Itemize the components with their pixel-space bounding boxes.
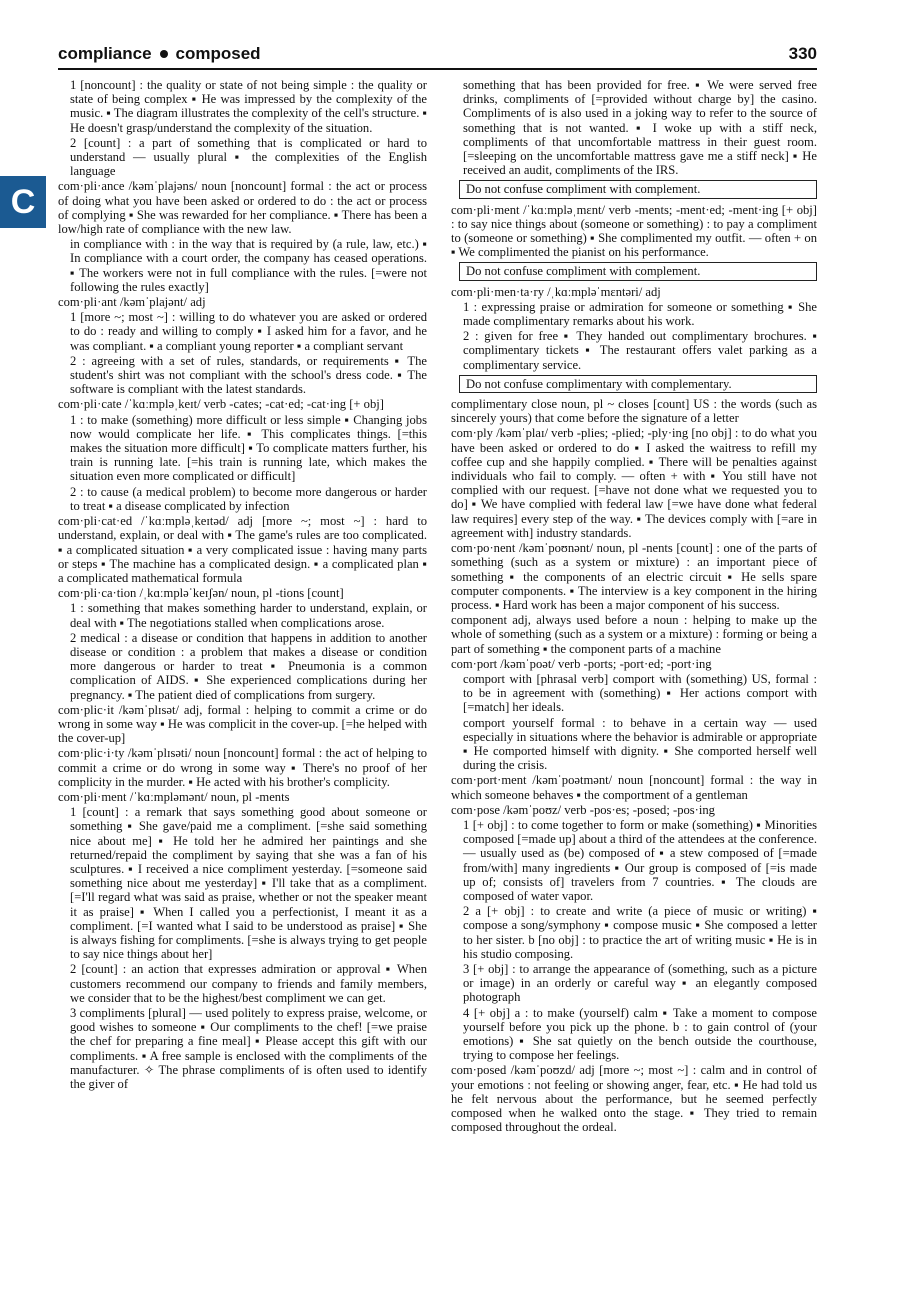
thumb-index-tab: C (0, 176, 46, 228)
page-number: 330 (788, 44, 817, 63)
guide-word-first: compliance (58, 44, 152, 63)
usage-note-box: Do not confuse complimentary with complementary. (459, 375, 817, 393)
entry-complicity: com·plic·i·ty /kəmˈplɪsəti/ noun [noncount] formal : the act of helping to commit a crime or do wrong in some way ▪ There's no proof of her complicity in the murder. ▪ He acted with his brother's complicity. (58, 746, 427, 789)
entry-complimentary: com·pli·men·ta·ry /ˌkɑːmpləˈmɛntəri/ adj (451, 284, 661, 299)
sense: 4 [+ obj] a : to make (yourself) calm ▪ Take a moment to compose yourself before you pick up the phone. b : to gain control of (your emotions) ▪ She sat quietly on the bench outside the courthouse, trying to compose her feelings. (463, 1005, 817, 1063)
phrase-comport-with: comport with [phrasal verb] comport with (something) US, formal : to be in agreement with (something) ▪ Her actions comport with [=match] her ideals. (463, 671, 817, 715)
entry-complicit: com·plic·it /kəmˈplɪsət/ adj, formal : helping to commit a crime or do wrong in some way ▪ He was complicit in the cover-up. [=he helped with the cover-up] (58, 702, 427, 746)
guide-words (58, 44, 261, 64)
entry-composed: com·posed /kəmˈpoʊzd/ adj [more ~; most ~] : calm and in control of your emotions : not feeling or showing anger, fear, etc. ▪ He had told us he felt nervous about the performance, but he seemed perfectly composed when he walked onto the stage. ▪ They tried to remain composed throughout the ordeal. (451, 1063, 817, 1135)
sense: 3 [+ obj] : to arrange the appearance of (something, such as a picture or image) in an orderly or careful way ▪ an elegantly composed photograph (463, 961, 817, 1005)
entry-comport: com·port /kəmˈpoət/ verb -ports; -port·ed; -port·ing (451, 656, 712, 671)
entry-comportment: com·port·ment /kəmˈpoətmənt/ noun [noncount] formal : the way in which someone behaves ▪ the comportment of a gentleman (451, 773, 817, 802)
usage-note-box: Do not confuse compliment with complement. (459, 262, 817, 280)
bullet-icon (160, 50, 168, 58)
entry-comply: com·ply /kəmˈplaɪ/ verb -plies; -plied; -ply·ing [no obj] : to do what you have been asked or ordered to do ▪ I asked the waitress to refill my coffee cup and she happily complied. ▪ There will be penalties against individuals who fail to comply. — often + with ▪ You still have not complied with our request. [=have not done what we requested you to do] ▪ We have complied with federal law [=we have done what federal law requires] every step of the way. ▪ The devices comply with [=are in agreement with] industry standards. (451, 426, 817, 540)
sense: 1 [more ~; most ~] : willing to do whatever you are asked or ordered to do : ready and willing to comply ▪ I asked him for a favor, and he was compliant. ▪ a compliant young reporter ▪ a compliant servant (70, 310, 427, 353)
guide-word-last: composed (175, 44, 261, 63)
phrase-comport-yourself: comport yourself formal : to behave in a certain way — used especially in situations where the behavior is admirable or appropriate ▪ He comported himself with dignity. ▪ She comported herself well during the crisis. (463, 715, 817, 773)
entry-complicate: com·pli·cate /ˈkɑːmpləˌkeɪt/ verb -cates; -cat·ed; -cat·ing [+ obj] (58, 397, 384, 412)
sense: 1 : something that makes something harder to understand, explain, or deal with ▪ The negotiations stalled when complications arose. (70, 601, 427, 630)
sense: 1 [noncount] : the quality or state of not being simple : the quality or state of being complex ▪ He was impressed by the complexity of the music. ▪ The diagram illustrates the complexity of the cell's structure. ▪ He doesn't grasp/understand the complexity of the situation. (70, 78, 427, 135)
entry-complimentary-close: complimentary close noun, pl ~ closes [count] US : the words (such as sincerely yours) that come before the signature of a letter (451, 397, 817, 426)
sense: 2 [count] : an action that expresses admiration or approval ▪ When customers recommend our company to friends and family members, we consider that to be the highest/best compliment we can get. (70, 962, 427, 1005)
entry-compose: com·pose /kəmˈpoʊz/ verb -pos·es; -posed; -pos·ing (451, 802, 715, 817)
entry-complicated: com·pli·cat·ed /ˈkɑːmpləˌkeɪtəd/ adj [more ~; most ~] : hard to understand, explain, or deal with ▪ The game's rules are too complicated. ▪ a complicated situation ▪ a very complicated issue : having many parts or steps ▪ The machine has a complicated design. ▪ a complicated plan ▪ a complicated mathematical formula (58, 514, 427, 585)
running-header (58, 44, 817, 68)
sense: 3 compliments [plural] — used politely to express praise, welcome, or good wishes to someone ▪ Our compliments to the chef! [=we praise the chef for preparing a fine meal] ▪ Please accept this gift with our compliments. ▪ A free sample is enclosed with the compliments of the manufacturer. ✧ The phrase compliments of is often used to identify the giver of (70, 1006, 427, 1092)
entry-compliance: com·pli·ance /kəmˈplajəns/ noun [noncount] formal : the act or process of doing what you have been asked or ordered to do : the act or process of complying ▪ She was rewarded for her compliance. ▪ There has been a low/high rate of compliance with the new law. (58, 179, 427, 237)
right-column (451, 78, 817, 1135)
sense: 1 : to make (something) more difficult or less simple ▪ Changing jobs now would complicate her life. ▪ This complicates things. [=this makes the situation more difficult] ▪ To complicate matters further, his train is running late. [=his train is running late, which makes the situation even more complicated or difficult] (70, 412, 427, 484)
sense: 2 [count] : a part of something that is complicated or hard to understand — usually plural ▪ the complexities of the English language (70, 135, 427, 179)
sense: 2 a [+ obj] : to create and write (a piece of music or writing) ▪ compose a song/symphony ▪ compose music ▪ She composed a letter to her sister. b [no obj] : to practice the art of writing music ▪ He is in his studio composing. (463, 904, 817, 961)
sense: 1 [count] : a remark that says something good about someone or something ▪ She gave/paid me a compliment. [=she said something nice about me] ▪ He told her he admired her paintings and she returned/repaid the compliment by saying that she was a fan of his sculptures. ▪ I received a nice compliment yesterday. [=someone said something nice about me yesterday] ▪ I'll take that as a compliment. [=I'll regard what was said as praise, whether or not the speaker meant it as praise] ▪ When I called you a perfectionist, I meant it as a compliment. [=I wanted what I said to be understood as praise] ▪ She is always fishing for compliments. [=she is always trying to get people to say nice things about her] (70, 805, 427, 962)
entry-complication: com·pli·ca·tion /ˌkɑːmpləˈkeɪʃən/ noun, pl -tions [count] (58, 586, 344, 601)
usage-note-box: Do not confuse compliment with complement. (459, 180, 817, 198)
sense: 2 : given for free ▪ They handed out complimentary brochures. ▪ complimentary tickets ▪ The restaurant offers valet parking as a complimentary service. (463, 329, 817, 372)
sense: 1 [+ obj] : to come together to form or make (something) ▪ Minorities composed [=made up] about a third of the attendees at the conference. — usually used as (be) composed of ▪ a stew composed of [=made from/with] many ingredients ▪ Our group is composed of [=is made up of; consists of] travelers from 7 countries. ▪ The clouds are composed of water vapor. (463, 817, 817, 903)
entry-component-adj: component adj, always used before a noun : helping to make up the whole of something (such as a system or a mixture) : forming or being a part of something ▪ the component parts of a machine (451, 613, 817, 656)
entry-compliant: com·pli·ant /kəmˈplajənt/ adj (58, 295, 206, 310)
phrase-in-compliance-with: in compliance with : in the way that is required by (a rule, law, etc.) ▪ In compliance with a court order, the company has ceased operations. ▪ The workers were not in full compliance with the rules. [=were not following the rules exactly] (70, 237, 427, 294)
sense: 2 : to cause (a medical problem) to become more dangerous or harder to treat ▪ a disease complicated by infection (70, 484, 427, 513)
sense: 1 : expressing praise or admiration for someone or something ▪ She made complimentary remarks about his work. (463, 299, 817, 329)
entry-compliment-noun: com·pli·ment /ˈkɑːmpləmənt/ noun, pl -ments (58, 789, 290, 804)
sense-continued: something that has been provided for free. ▪ We were served free drinks, compliments of [=provided without charge by] the casino. Compliments of is also used in a joking way to refer to the source of something that is not wanted. ▪ I woke up with a stiff neck, compliments of that uncomfortable mattress in their guest room. [=sleeping on the uncomfortable mattress gave me a stiff neck] ▪ He received an audit, compliments of the IRS. (463, 78, 817, 178)
sense: 2 : agreeing with a set of rules, standards, or requirements ▪ The student's shirt was not compliant with the school's dress code. ▪ The software is compliant with the latest standards. (70, 353, 427, 397)
left-column (58, 78, 427, 1092)
sense: 2 medical : a disease or condition that happens in addition to another disease or condition : a problem that makes a disease or condition more dangerous or harder to treat ▪ Pneumonia is a common complication of AIDS. ▪ She experienced complications during her pregnancy. ▪ The patient died of complications from surgery. (70, 630, 427, 702)
entry-compliment-verb: com·pli·ment /ˈkɑːmpləˌmɛnt/ verb -ments; -ment·ed; -ment·ing [+ obj] : to say nice things about (someone or something) : to pay a compliment to (someone or something) ▪ She complimented my outfit. — often + on ▪ We complimented the pianist on his performance. (451, 202, 817, 260)
entry-component-noun: com·po·nent /kəmˈpoʊnənt/ noun, pl -nents [count] : one of the parts of something (such as a system or mixture) : an important piece of something ▪ the components of an electric circuit ▪ He sells spare computer components. ▪ The interview is a key component in the hiring process. ▪ Hard work has been a major component of his success. (451, 541, 817, 612)
header-rule (58, 68, 817, 70)
